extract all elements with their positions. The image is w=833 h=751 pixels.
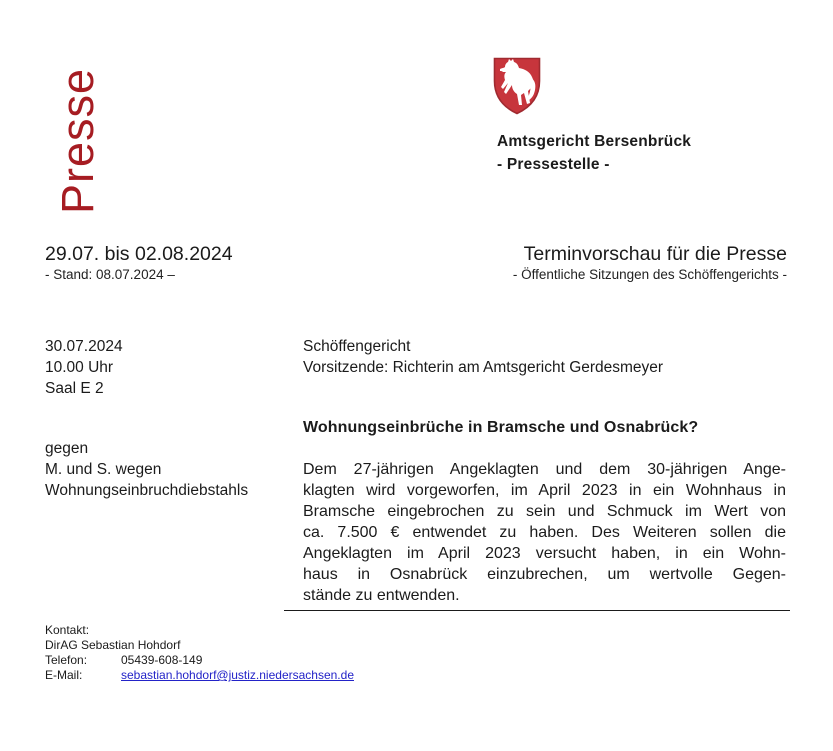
case-description [303,459,786,606]
email-link[interactable]: sebastian.hohdorf@justiz.niedersachsen.de [121,668,354,682]
office-department: - Pressestelle - [497,156,610,173]
issuing-office-block [497,130,691,176]
session-room: Saal E 2 [45,380,104,397]
document-title: Terminvorschau für die Presse [523,243,787,265]
footer-divider-line [284,610,790,611]
phone-number: 05439-608-149 [121,653,203,667]
session-time: 10.00 Uhr [45,359,114,376]
case-description-line: haus in Osnabrück einzubrechen, um wertvolle Gegen- [303,566,786,583]
contact-block [45,623,354,683]
contact-phone-row [45,653,354,668]
presiding-judge: Vorsitzende: Richterin am Amtsgericht Gerdesmeyer [303,359,664,376]
phone-label: Telefon: [45,653,88,667]
case-description-line: Angeklagten im April 2023 versucht haben, in ein Wohn- [303,545,786,562]
contact-label: Kontakt: [45,623,90,637]
contact-email-row [45,668,354,683]
against-label: gegen [45,440,89,457]
document-title-block [513,242,787,284]
session-date: 30.07.2024 [45,338,123,355]
charge: Wohnungseinbruchdiebstahls [45,482,249,499]
schedule-date-block [45,242,233,284]
session-datetime-block [45,336,123,399]
defendants: M. und S. wegen [45,461,162,478]
case-headline: Wohnungseinbrüche in Bramsche und Osnabrück? [303,419,699,436]
case-description-line: ca. 7.500 € entwendet zu haben. Des Weiteren sollen die [303,524,786,541]
office-name: Amtsgericht Bersenbrück [497,133,692,150]
case-description-line: Bramsche eingebrochen zu sein und Schmuck im Wert von [303,503,786,520]
defendants-block [45,438,248,501]
court-name: Schöffengericht [303,338,411,355]
schedule-date-range: 29.07. bis 02.08.2024 [45,243,233,265]
document-subtitle: - Öffentliche Sitzungen des Schöffengerichts - [512,267,787,282]
schedule-stand-date: - Stand: 08.07.2024 – [45,267,175,282]
contact-name: DirAG Sebastian Hohdorf [45,638,181,652]
session-court-block [303,336,663,378]
lower-saxony-coat-of-arms-icon [493,57,541,115]
presse-masthead-label: Presse [52,67,103,214]
case-description-line: Dem 27-jährigen Angeklagten und dem 30-jährigen Ange- [303,461,786,478]
case-description-line: klagten wird vorgeworfen, im April 2023 in ein Wohnhaus in [303,482,786,499]
email-label: E-Mail: [45,668,83,682]
case-description-line: stände zu entwenden. [303,587,460,604]
